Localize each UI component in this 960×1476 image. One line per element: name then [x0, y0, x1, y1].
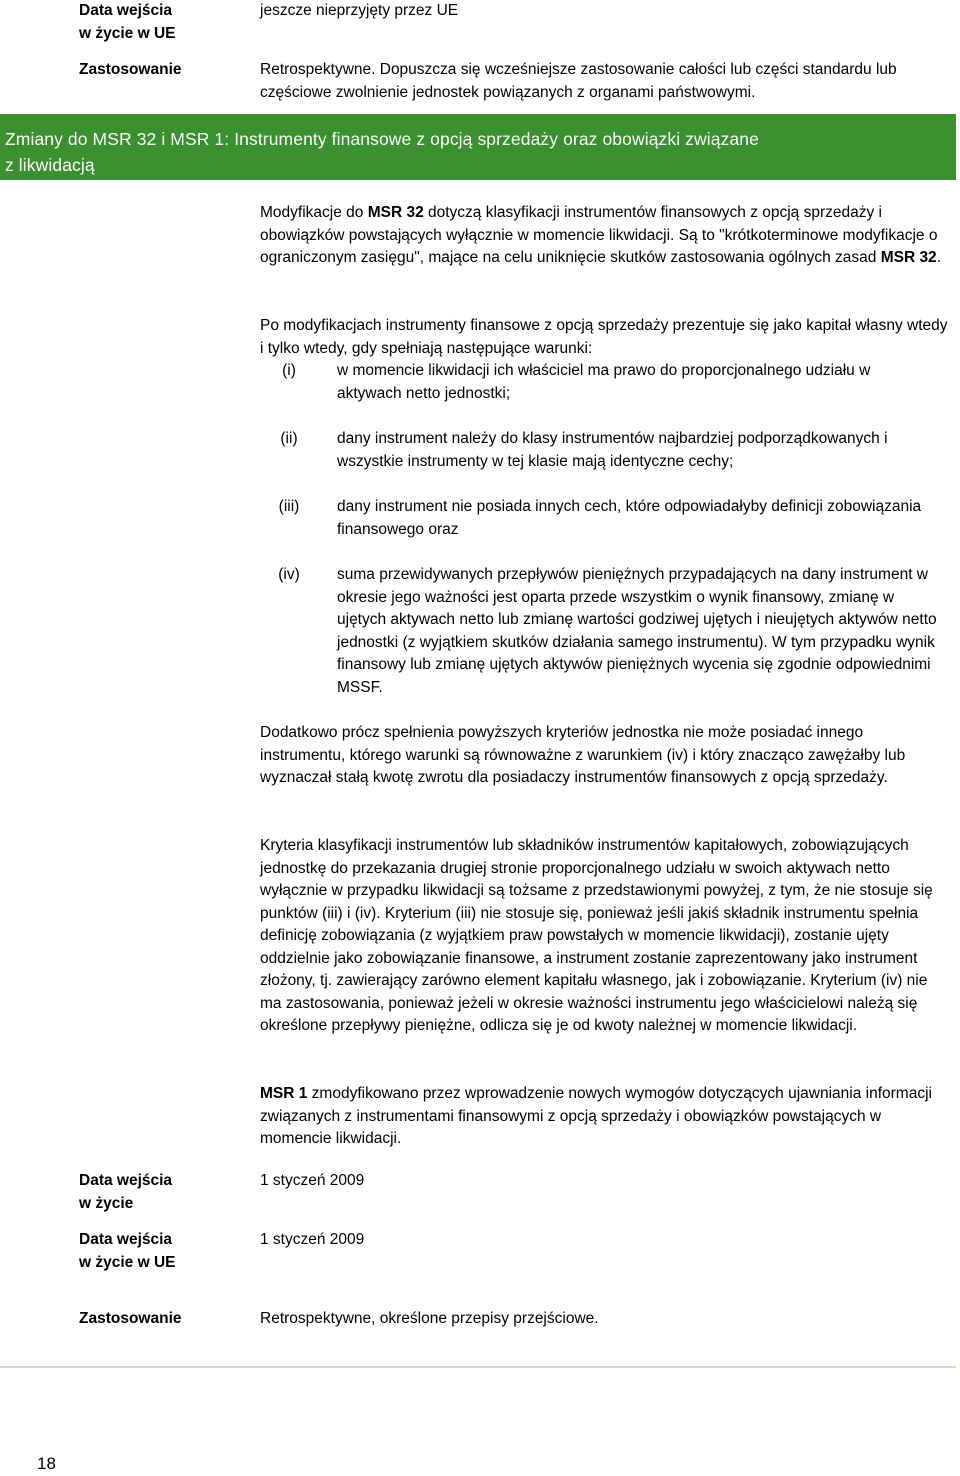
- p5-bold-msr1: MSR 1: [260, 1085, 308, 1102]
- condition-text: dany instrument należy do klasy instrumentów najbardziej podporządkowanych i wszystkie instrumenty w tej klasie mają identyczne cechy;: [337, 430, 888, 470]
- section-title-line2: z likwidacją: [5, 155, 95, 175]
- condition-numeral: (iii): [278, 498, 300, 515]
- condition-text: dany instrument nie posiada innych cech, które odpowiadałyby definicji zobowiązania finansowego oraz: [337, 498, 922, 538]
- p1-bold-msr32: MSR 32: [367, 204, 424, 221]
- footer-divider: [0, 1366, 956, 1368]
- entry-label: Data wejścia w życie: [79, 1172, 173, 1212]
- p1-bold-msr32-2: MSR 32: [880, 249, 937, 266]
- entry-value: 1 styczeń 2009: [260, 1172, 365, 1189]
- application-label: Zastosowanie: [79, 61, 182, 78]
- paragraph-criteria: Kryteria klasyfikacji instrumentów lub składników instrumentów kapitałowych, zobowiązujących jednostkę do przekazania drugiej stronie proporcjonalnego udziału w swoich aktywach netto wyłącznie w przypadku likwidacji są tożsame z przedstawionymi powyżej, z tym, że nie stosuje się punktów (iii) i (iv). Kryterium (iii) nie stosuje się, ponieważ jeśli jakiś składnik instrumentu spełnia definicję zobowiązania (z wyjątkiem praw powstałych w momencie likwidacji), zostanie ujęty oddzielnie jako zobowiązanie finansowe, a instrument zostanie zaprezentowany jako instrument złożony, tj. zawierający zarówno element kapitału własnego, jak i zobowiązanie. Kryterium (iv) nie ma zastosowania, ponieważ jeżeli w okresie ważności instrumentu jego właścicielowi należą się określone przepływy pieniężne, odlicza się je od kwoty należnej w momencie likwidacji.: [260, 837, 933, 1034]
- application-value-2: Retrospektywne, określone przepisy przejściowe.: [260, 1310, 599, 1327]
- paragraph-conditions-intro: Po modyfikacjach instrumenty finansowe z opcją sprzedaży prezentuje się jako kapitał własny wtedy i tylko wtedy, gdy spełniają następujące warunki:: [260, 317, 948, 357]
- page-number: 18: [37, 1454, 56, 1473]
- condition-numeral: (i): [282, 362, 296, 379]
- entry-eu-value-2: 1 styczeń 2009: [260, 1231, 365, 1248]
- entry-eu-value: jeszcze nieprzyjęty przez UE: [260, 2, 459, 19]
- paragraph-additional: Dodatkowo prócz spełnienia powyższych kryteriów jednostka nie może posiadać innego instrumentu, którego warunki są równoważne z warunkiem (iv) i który znacząco zawężałby lub wyznaczał stałą kwotę zwrotu dla posiadaczy instrumentów finansowych z opcją sprzedaży.: [260, 724, 906, 786]
- condition-text: suma przewidywanych przepływów pieniężnych przypadających na dany instrument w okresie jego ważności jest oparta przede wszystkim o wynik finansowy, zmianę w ujętych aktywach netto lub zmianę wartości godziwej ujętych i nieujętych aktywów netto jednostki (z wyjątkiem skutków działania samego instrumentu). W tym przypadku wynik finansowy lub zmianę ujętych aktywów pieniężnych wycenia się zgodnie odpowiednimi MSSF.: [337, 566, 937, 696]
- application-value: Retrospektywne. Dopuszcza się wcześniejsze zastosowanie całości lub części standardu lub częściowe zwolnienie jednostek powiązanych z organami państwowymi.: [260, 61, 897, 101]
- application-label-2: Zastosowanie: [79, 1310, 182, 1327]
- entry-eu-label: Data wejścia w życie w UE: [79, 2, 176, 42]
- section-header-band: [0, 114, 956, 180]
- condition-numeral: (ii): [280, 430, 298, 447]
- section-title: [5, 126, 945, 178]
- p5-text: zmodyfikowano przez wprowadzenie nowych wymogów dotyczących ujawniania informacji związanych z instrumentami finansowymi z opcją sprzedaży i obowiązków powstających w momencie likwidacji.: [260, 1085, 932, 1147]
- entry-eu-label-2: Data wejścia w życie w UE: [79, 1231, 176, 1271]
- section-title-line1: Zmiany do MSR 32 i MSR 1: Instrumenty finansowe z opcją sprzedaży oraz obowiązki związane: [5, 129, 759, 149]
- p1-text-1: Modyfikacje do: [260, 204, 368, 221]
- paragraph-msr1: [260, 1083, 950, 1151]
- condition-text: w momencie likwidacji ich właściciel ma prawo do proporcjonalnego udziału w aktywach netto jednostki;: [337, 362, 871, 402]
- paragraph-intro: [260, 202, 950, 270]
- p1-text-2: dotyczą klasyfikacji instrumentów finansowych z opcją sprzedaży i obowiązków powstających wyłącznie w momencie likwidacji. Są to "krótkoterminowe modyfikacje o ograniczonym zasięgu", mające na celu uniknięcie skutków zastosowania ogólnych zasad: [260, 204, 938, 266]
- condition-numeral: (iv): [278, 566, 300, 583]
- p1-text-3: .: [936, 249, 941, 266]
